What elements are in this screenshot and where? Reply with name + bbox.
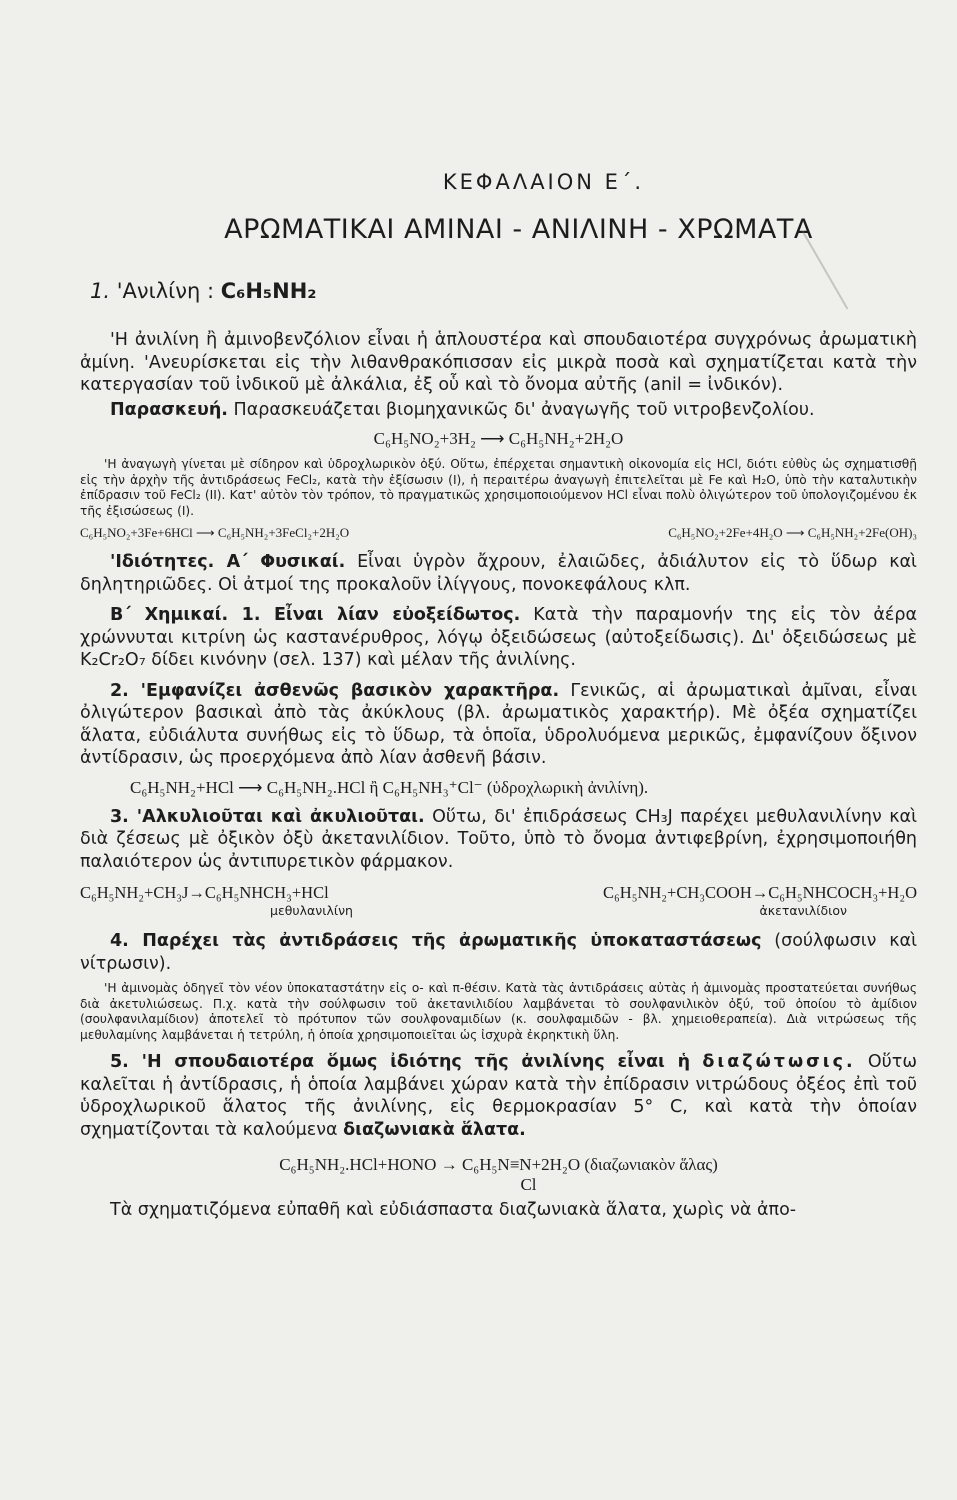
equation-4-row (80, 883, 917, 903)
chapter-heading: ΚΕΦΑΛΑΙΟΝ Ε΄. (442, 170, 645, 194)
equation-5: C₆H₅NH₂.HCl+HONO → C₆H₅N≡N+2H₂O (διαζωνιακὸν ἅλας) (279, 1155, 718, 1174)
equation-4a: C₆H₅NH₂+CH₃J→C₆H₅NHCH₃+HCl (80, 883, 329, 902)
equation-2b: C₆H₅NO₂+2Fe+4H₂O ⟶ C₆H₅NH₂+2Fe(OH)₃ (668, 525, 917, 540)
preparation-text: Παρασκευάζεται βιομηχανικῶς δι' ἀναγωγῆς τοῦ νιτροβενζολίου. (233, 399, 815, 420)
section-name: 'Ανιλίνη : (116, 279, 215, 303)
intro-paragraph: 'Η ἀνιλίνη ἢ ἀμινοβενζόλιον εἶναι ἡ ἁπλουστέρα καὶ σπουδαιοτέρα συγχρόνως ἀρωματικὴ ἀμίνη. 'Ανευρίσκεται εἰς τὴν λιθανθρακόπισσαν εἰς μικρὰ ποσὰ καὶ σχηματίζεται κατὰ τὴν κατεργασίαν τοῦ ἰνδικοῦ μὲ ἀλκάλια, ἐξ οὗ καὶ τὸ ὄνομα αὐτῆς (anil = ἰνδικόν). (80, 330, 917, 395)
chemical-heading: Β΄ Χημικαί. 1. Εἶναι λίαν εὐοξείδωτος. (110, 605, 521, 625)
equation-3: C₆H₅NH₂+HCl ⟶ C₆H₅NH₂.HCl ἢ C₆H₅NH₃⁺Cl⁻ (ὑδροχλωρικὴ ἀνιλίνη). (130, 777, 649, 797)
alkylation-paragraph (80, 806, 917, 874)
basic-character-paragraph (80, 680, 917, 770)
equation-4-captions (80, 903, 917, 918)
diazonium-salts-term: διαζωνιακὰ ἅλατα. (343, 1119, 526, 1140)
equation-2-row (80, 525, 917, 541)
page-title: ΑΡΩΜΑΤΙΚΑΙ ΑΜΙΝΑΙ - ΑΝΙΛΙΝΗ - ΧΡΩΜΑΤΑ (224, 214, 813, 245)
equation-5-chlorine: Cl (520, 1175, 537, 1194)
diazotization-term: διαζώτωσις. (702, 1052, 856, 1072)
section-number: 1. (90, 279, 111, 303)
substitution-paragraph (80, 930, 917, 975)
preparation-paragraph (80, 399, 917, 422)
properties-text: Εἶναι ὑγρὸν ἄχρουν, ἐλαιῶδες, ἀδιάλυτον εἰς τὸ ὕδωρ καὶ δηλητηριῶδες. Οἱ ἀτμοί της προκαλοῦν ἰλίγγους, πονοκεφάλους κλπ. (80, 552, 917, 595)
preparation-heading: Παρασκευή. (110, 399, 228, 420)
chemical-text: Κατὰ τὴν παραμονήν της εἰς τὸν ἀέρα χρώννυται κιτρίνη ὡς καστανέρυθρος, λόγῳ ὀξειδώσεως (αὐτοξείδωσις). Δι' ὀξειδώσεως μὲ K₂Cr₂O₇ δίδει κινόνην (σελ. 137) καὶ μέλαν τῆς ἀνιλίνης. (80, 605, 917, 670)
equation-4b: C₆H₅NH₂+CH₃COOH→C₆H₅NHCOCH₃+H₂O (603, 883, 917, 902)
equation-1: C₆H₅NO₂+3H₂ ⟶ C₆H₅NH₂+2H₂O (373, 429, 624, 448)
equation-2a: C₆H₅NO₂+3Fe+6HCl ⟶ C₆H₅NH₂+3FeCl₂+2H₂O (80, 525, 350, 540)
properties-heading: 'Ιδιότητες. Α΄ Φυσικαί. (110, 552, 346, 572)
alkylation-text: Οὕτω, δι' ἐπιδράσεως CH₃J παρέχει μεθυλανιλίνην καὶ διὰ ζέσεως μὲ ὀξικὸν ὀξὺ ἀκετανιλίδιον. Τοῦτο, ὑπὸ τὸ ὄνομα ἀντιφεβρίνη, ἐχρησιμοποιήθη παλαιότερον ὡς ἀντιπυρετικὸν φάρμακον. (80, 806, 917, 872)
diazotization-heading: 5. 'Η σπουδαιοτέρα ὅμως ἰδιότης τῆς ἀνιλίνης εἶναι ἡ (110, 1052, 691, 1072)
basic-character-heading: 2. 'Εμφανίζει ἀσθενῶς βασικὸν χαρακτῆρα. (110, 680, 560, 701)
substitution-text: (σούλφωσιν καὶ νίτρωσιν). (80, 931, 917, 974)
caption-acetanilide: ἀκετανιλίδιον (759, 903, 847, 918)
diazotization-text: Οὕτω καλεῖται ἡ ἀντίδρασις, ἡ ὁποία λαμβάνει χώραν κατὰ τὴν ἐπίδρασιν νιτρώδους ὀξέος ἐπὶ τοῦ ὑδροχλωρικοῦ ἅλατος τῆς ἀνιλίνης, εἰς θερμοκρασίαν 5° C, καὶ κατὰ τὴν ὁποίαν σχηματίζονται τὰ καλούμενα (80, 1052, 917, 1140)
properties-paragraph (80, 551, 917, 596)
diazotization-paragraph (80, 1051, 917, 1141)
alkylation-heading: 3. 'Αλκυλιοῦται καὶ ἀκυλιοῦται. (110, 806, 425, 827)
caption-methylaniline: μεθυλανιλίνη (270, 903, 353, 918)
substitution-note: 'Η ἀμινομὰς ὁδηγεῖ τὸν νέον ὑποκαταστάτην εἰς ο- καὶ π-θέσιν. Κατὰ τὰς ἀντιδράσεις αὐτὰς ἡ ἀμινομὰς προστατεύεται συνήθως διὰ ἀκετυλιώσεως. Π.χ. κατὰ τὴν σούλφωσιν τοῦ ἀκετανιλιδίου λαμβάνεται τὸ σουλφανιλικὸν ὀξύ, τοῦ ὁποίου τὸ ἀμίδιον (σουλφανιλαμίδιον) ἀποτελεῖ τὸ πρότυπον τῶν σουλφοναμιδίων (κ. σουλφαμιδῶν - βλ. χημειοθεραπεία). Διὰ νιτρώσεως τῆς μεθυλαμίνης λαμβάνεται ἡ τετρύλη, ἡ ὁποία χρησιμοποιεῖται ὡς ἰσχυρὰ ἐκρηκτικὴ ὕλη. (80, 981, 917, 1042)
substitution-heading: 4. Παρέχει τὰς ἀντιδράσεις τῆς ἀρωματικῆς ὑποκαταστάσεως (110, 931, 762, 951)
last-line: Τὰ σχηματιζόμενα εὐπαθῆ καὶ εὐδιάσπαστα διαζωνιακὰ ἅλατα, χωρὶς νὰ ἀπο- (110, 1200, 797, 1220)
section-formula: C₆H₅NH₂ (220, 279, 317, 303)
chemical-paragraph (80, 604, 917, 672)
reduction-note: 'Η ἀναγωγὴ γίνεται μὲ σίδηρον καὶ ὑδροχλωρικὸν ὀξύ. Οὕτω, ἐπέρχεται σημαντικὴ οἰκονομία εἰς HCl, διότι εὐθὺς ὡς σχηματισθῇ εἰς τὴν ἀρχὴν τῆς ἀντιδράσεως FeCl₂, κατὰ τὴν ἐξίσωσιν (I), ἡ περαιτέρω ἀναγωγὴ ἐπιτελεῖται μὲ Fe καὶ H₂O, ὑπὸ τὴν καταλυτικὴν ἐπίδρασιν τοῦ FeCl₂ (II). Κατ' αὐτὸν τὸν τρόπον, τὸ πραγματικῶς χρησιμοποιούμενον HCl εἶναι πολὺ ὀλιγώτερον τοῦ ὑπολογιζομένου ἐκ τῆς ἐξισώσεως (I). (80, 457, 917, 518)
section-1-heading (90, 279, 917, 303)
basic-character-text: Γενικῶς, αἱ ἀρωματικαὶ ἀμῖναι, εἶναι ὀλιγώτερον βασικαὶ ἀπὸ τὰς ἀκύκλους (βλ. ἀρωματικὸς χαρακτήρ). Μὲ ὀξέα σχηματίζει ἅλατα, εὐδιάλυτα συνήθως εἰς τὸ ὕδωρ, τὰ ὁποῖα, ὑδρολυόμενα μερικῶς, ἐμφανίζουν ὄξινον ἀντίδρασιν, ὡς προερχόμενα ἀπὸ λίαν ἀσθενῆ βάσιν. (80, 680, 917, 768)
